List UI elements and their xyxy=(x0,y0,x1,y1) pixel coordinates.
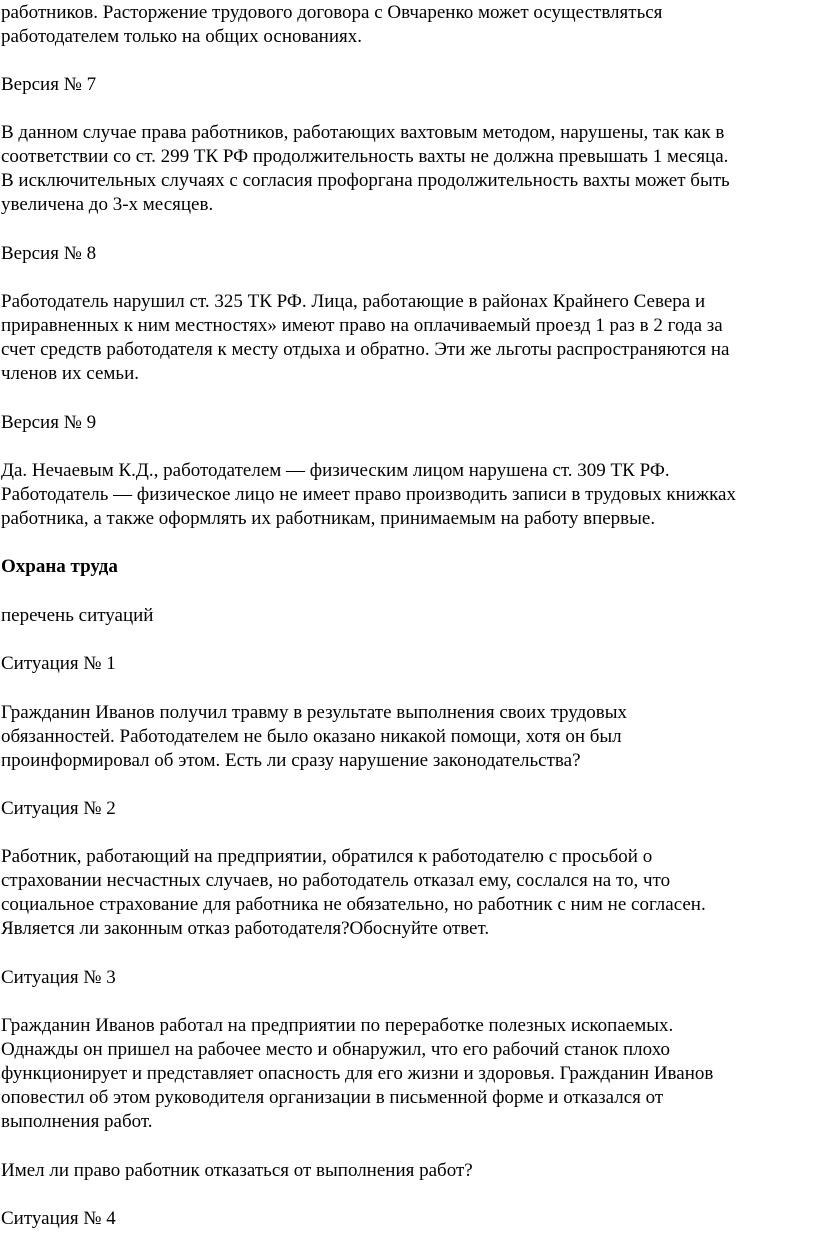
body-text-line: оповестил об этом руководителя организации в письменной форме и отказался от xyxy=(1,1087,664,1108)
body-text-line: Работник, работающий на предприятии, обратился к работодателю с просьбой о xyxy=(1,846,653,867)
body-text-line: Гражданин Иванов работал на предприятии по переработке полезных ископаемых. xyxy=(1,1015,674,1036)
section-heading: Версия № 9 xyxy=(1,412,97,433)
body-text-line: обязанностей. Работодателем не было оказано никакой помощи, хотя он был xyxy=(1,726,622,747)
section-heading: Версия № 7 xyxy=(1,74,97,95)
body-text-line: проинформировал об этом. Есть ли сразу нарушение законодательства? xyxy=(1,750,581,771)
body-text-line: Гражданин Иванов получил травму в результате выполнения своих трудовых xyxy=(1,702,627,723)
body-text-line: Работодатель — физическое лицо не имеет право производить записи в трудовых книжках xyxy=(1,484,736,505)
section-heading: Ситуация № 1 xyxy=(1,653,116,674)
body-text-line: выполнения работ. xyxy=(1,1111,153,1132)
body-text-line: Является ли законным отказ работодателя?Обоснуйте ответ. xyxy=(1,918,490,939)
body-text-line: Да. Нечаевым К.Д., работодателем — физическим лицом нарушена ст. 309 ТК РФ. xyxy=(1,460,670,481)
body-text-line: приравненных к ним местностях» имеют право на оплачиваемый проезд 1 раз в 2 года за xyxy=(1,315,723,336)
body-text-line: работника, а также оформлять их работникам, принимаемым на работу впервые. xyxy=(1,508,656,529)
body-text-line: Однажды он пришел на рабочее место и обнаружил, что его рабочий станок плохо xyxy=(1,1039,670,1060)
subtitle: перечень ситуаций xyxy=(1,605,154,626)
body-text-line: работников. Расторжение трудового договора с Овчаренко может осуществляться xyxy=(1,2,663,23)
body-text-line: членов их семьи. xyxy=(1,363,139,384)
chapter-title: Охрана труда xyxy=(1,556,118,577)
body-text-line: работодателем только на общих основаниях. xyxy=(1,26,362,47)
body-text-line: Работодатель нарушил ст. 325 ТК РФ. Лица, работающие в районах Крайнего Севера и xyxy=(1,291,706,312)
body-text-line: соответствии со ст. 299 ТК РФ продолжительность вахты не должна превышать 1 месяца. xyxy=(1,146,729,167)
body-text-line: функционирует и представляет опасность для его жизни и здоровья. Гражданин Иванов xyxy=(1,1063,714,1084)
body-text-line: социальное страхование для работника не обязательно, но работник с ним не согласен. xyxy=(1,894,706,915)
body-text-line: увеличена до 3-х месяцев. xyxy=(1,194,214,215)
body-text-line: В исключительных случаях с согласия профоргана продолжительность вахты может быть xyxy=(1,170,730,191)
section-heading: Версия № 8 xyxy=(1,243,97,264)
body-text-line: Имел ли право работник отказаться от выполнения работ? xyxy=(1,1160,473,1181)
body-text-line: В данном случае права работников, работающих вахтовым методом, нарушены, так как в xyxy=(1,122,725,143)
section-heading: Ситуация № 2 xyxy=(1,798,116,819)
section-heading: Ситуация № 3 xyxy=(1,967,116,988)
body-text-line: страховании несчастных случаев, но работодатель отказал ему, сослался на то, что xyxy=(1,870,671,891)
section-heading: Ситуация № 4 xyxy=(1,1208,116,1229)
body-text-line: счет средств работодателя к месту отдыха и обратно. Эти же льготы распространяются на xyxy=(1,339,730,360)
